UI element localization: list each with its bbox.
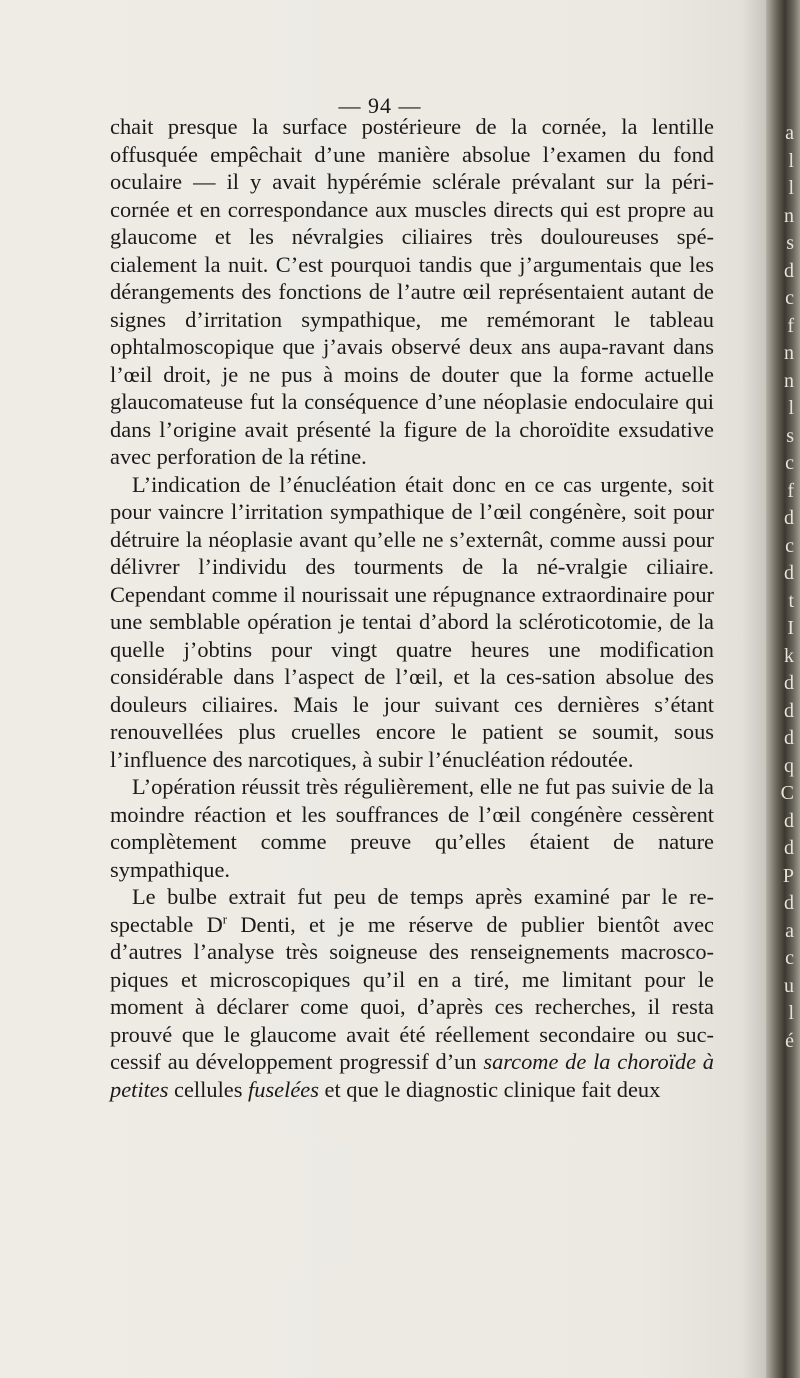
- next-page-letter: é: [785, 1029, 794, 1052]
- next-page-letter: l: [788, 1002, 794, 1024]
- page-number: — 94 —: [338, 93, 422, 118]
- next-page-edge: [766, 0, 800, 1378]
- paragraph-2: L’indication de l’énucléation était donc en ce cas urgente, soit pour vaincre l’irritation sympathique de l’œil congénère, soit pour détruire la néoplasie avant qu’elle ne s’externât, comme aussi pour délivrer l’individu des tourments de la né-vralgie ciliaire. Cependant comme il nourissait une répugnance extraordinaire pour une semblable opération je tentai d’abord la scléroticotomie, de la quelle j’obtins pour vingt quatre heures une modification considérable dans l’aspect de l’œil, et la ces-sation absolue des douleurs ciliaires. Mais le jour suivant ces dernières s’étant renouvellées plus cruelles encore le patient se soumit, sous l’influence des narcotiques, à subir l’énucléation rédoutée.: [110, 471, 714, 772]
- next-page-letter: d: [784, 727, 794, 749]
- next-page-letter: s: [786, 424, 794, 447]
- paragraph-4-part-4: et que le diagnostic clinique fait deux: [318, 1076, 661, 1102]
- paragraph-4: [110, 883, 714, 1103]
- next-page-letter: d: [784, 809, 794, 832]
- paragraph-4-italic-1: sarcome de la choroïde à petites: [110, 1049, 714, 1102]
- next-page-letter: l: [788, 149, 794, 172]
- next-page-letter: k: [784, 644, 794, 667]
- paragraph-4-superscript: r: [222, 911, 228, 927]
- next-page-letter: d: [784, 259, 794, 282]
- paragraph-4-part-1: Le bulbe extrait fut peu de temps après examiné par le re-spectable D: [110, 884, 714, 937]
- next-page-letter: q: [784, 754, 794, 777]
- next-page-letter: l: [788, 397, 794, 419]
- next-page-letter: c: [785, 452, 794, 474]
- next-page-letter: a: [785, 919, 794, 942]
- next-page-letter: P: [782, 864, 794, 887]
- next-page-letter: t: [788, 589, 794, 612]
- next-page-letter: I: [787, 617, 794, 639]
- next-page-letter: l: [788, 177, 794, 199]
- next-page-letter: n: [784, 369, 794, 392]
- gutter-shadow: [742, 0, 766, 1378]
- next-page-letter: d: [784, 562, 794, 584]
- paragraph-4-part-3: cellules: [168, 1076, 249, 1102]
- next-page-letter: c: [785, 287, 794, 309]
- next-page-letter: c: [785, 534, 794, 557]
- next-page-letter: u: [784, 974, 794, 997]
- next-page-letter: d: [784, 892, 794, 914]
- next-page-letter: d: [784, 507, 794, 529]
- next-page-letter: C: [780, 782, 794, 804]
- next-page-letter: f: [787, 479, 794, 502]
- paragraph-4-italic-2: fuselées: [248, 1076, 319, 1102]
- body-text: [110, 113, 714, 1103]
- paragraph-4-part-2: Denti, et je me réserve de publier bientôt avec d’autres l’analyse très soigneuse des renseignements macrosco-piques et microscopiques qu’il en a tiré, me limitant pour le moment à déclarer come quoi, d’après ces recherches, il resta prouvé que le glaucome avait été réellement secondaire ou suc-cessif au développement progressif d’un: [110, 911, 714, 1074]
- paragraph-3: L’opération réussit très régulièrement, elle ne fut pas suivie de la moindre réaction et les souffrances de l’œil congénère cessèrent complètement comme preuve qu’elles étaient de nature sympathique.: [110, 774, 714, 882]
- next-page-letter: n: [784, 342, 794, 364]
- next-page-letter: d: [784, 699, 794, 722]
- next-page-letter: f: [787, 314, 794, 337]
- next-page-letter: n: [784, 204, 794, 227]
- next-page-letter: s: [786, 232, 794, 254]
- next-page-letter: a: [785, 122, 794, 144]
- next-page-letter: d: [784, 837, 794, 859]
- next-page-letter: d: [784, 672, 794, 694]
- paragraph-1: chait presque la surface postérieure de la cornée, la lentille offusquée empêchait d’une manière absolue l’examen du fond oculaire — il y avait hypérémie sclérale prévalant sur la péri-cornée et en correspondance aux muscles directs qui est propre au glaucome et les névralgies ciliaires très douloureuses spé-cialement la nuit. C’est pourquoi tandis que j’argumentais que les dérangements des fonctions de l’autre œil représentaient autant de signes d’irritation sympathique, me remémorant le tableau ophtalmoscopique que j’avais observé deux ans aupa-ravant dans l’œil droit, je ne pus à moins de douter que la forme actuelle glaucomateuse fut la conséquence d’une néoplasie endoculaire qui dans l’origine avait présenté la figure de la choroïdite exsudative avec perforation de la rétine.: [110, 114, 714, 469]
- next-page-letter: c: [785, 947, 794, 969]
